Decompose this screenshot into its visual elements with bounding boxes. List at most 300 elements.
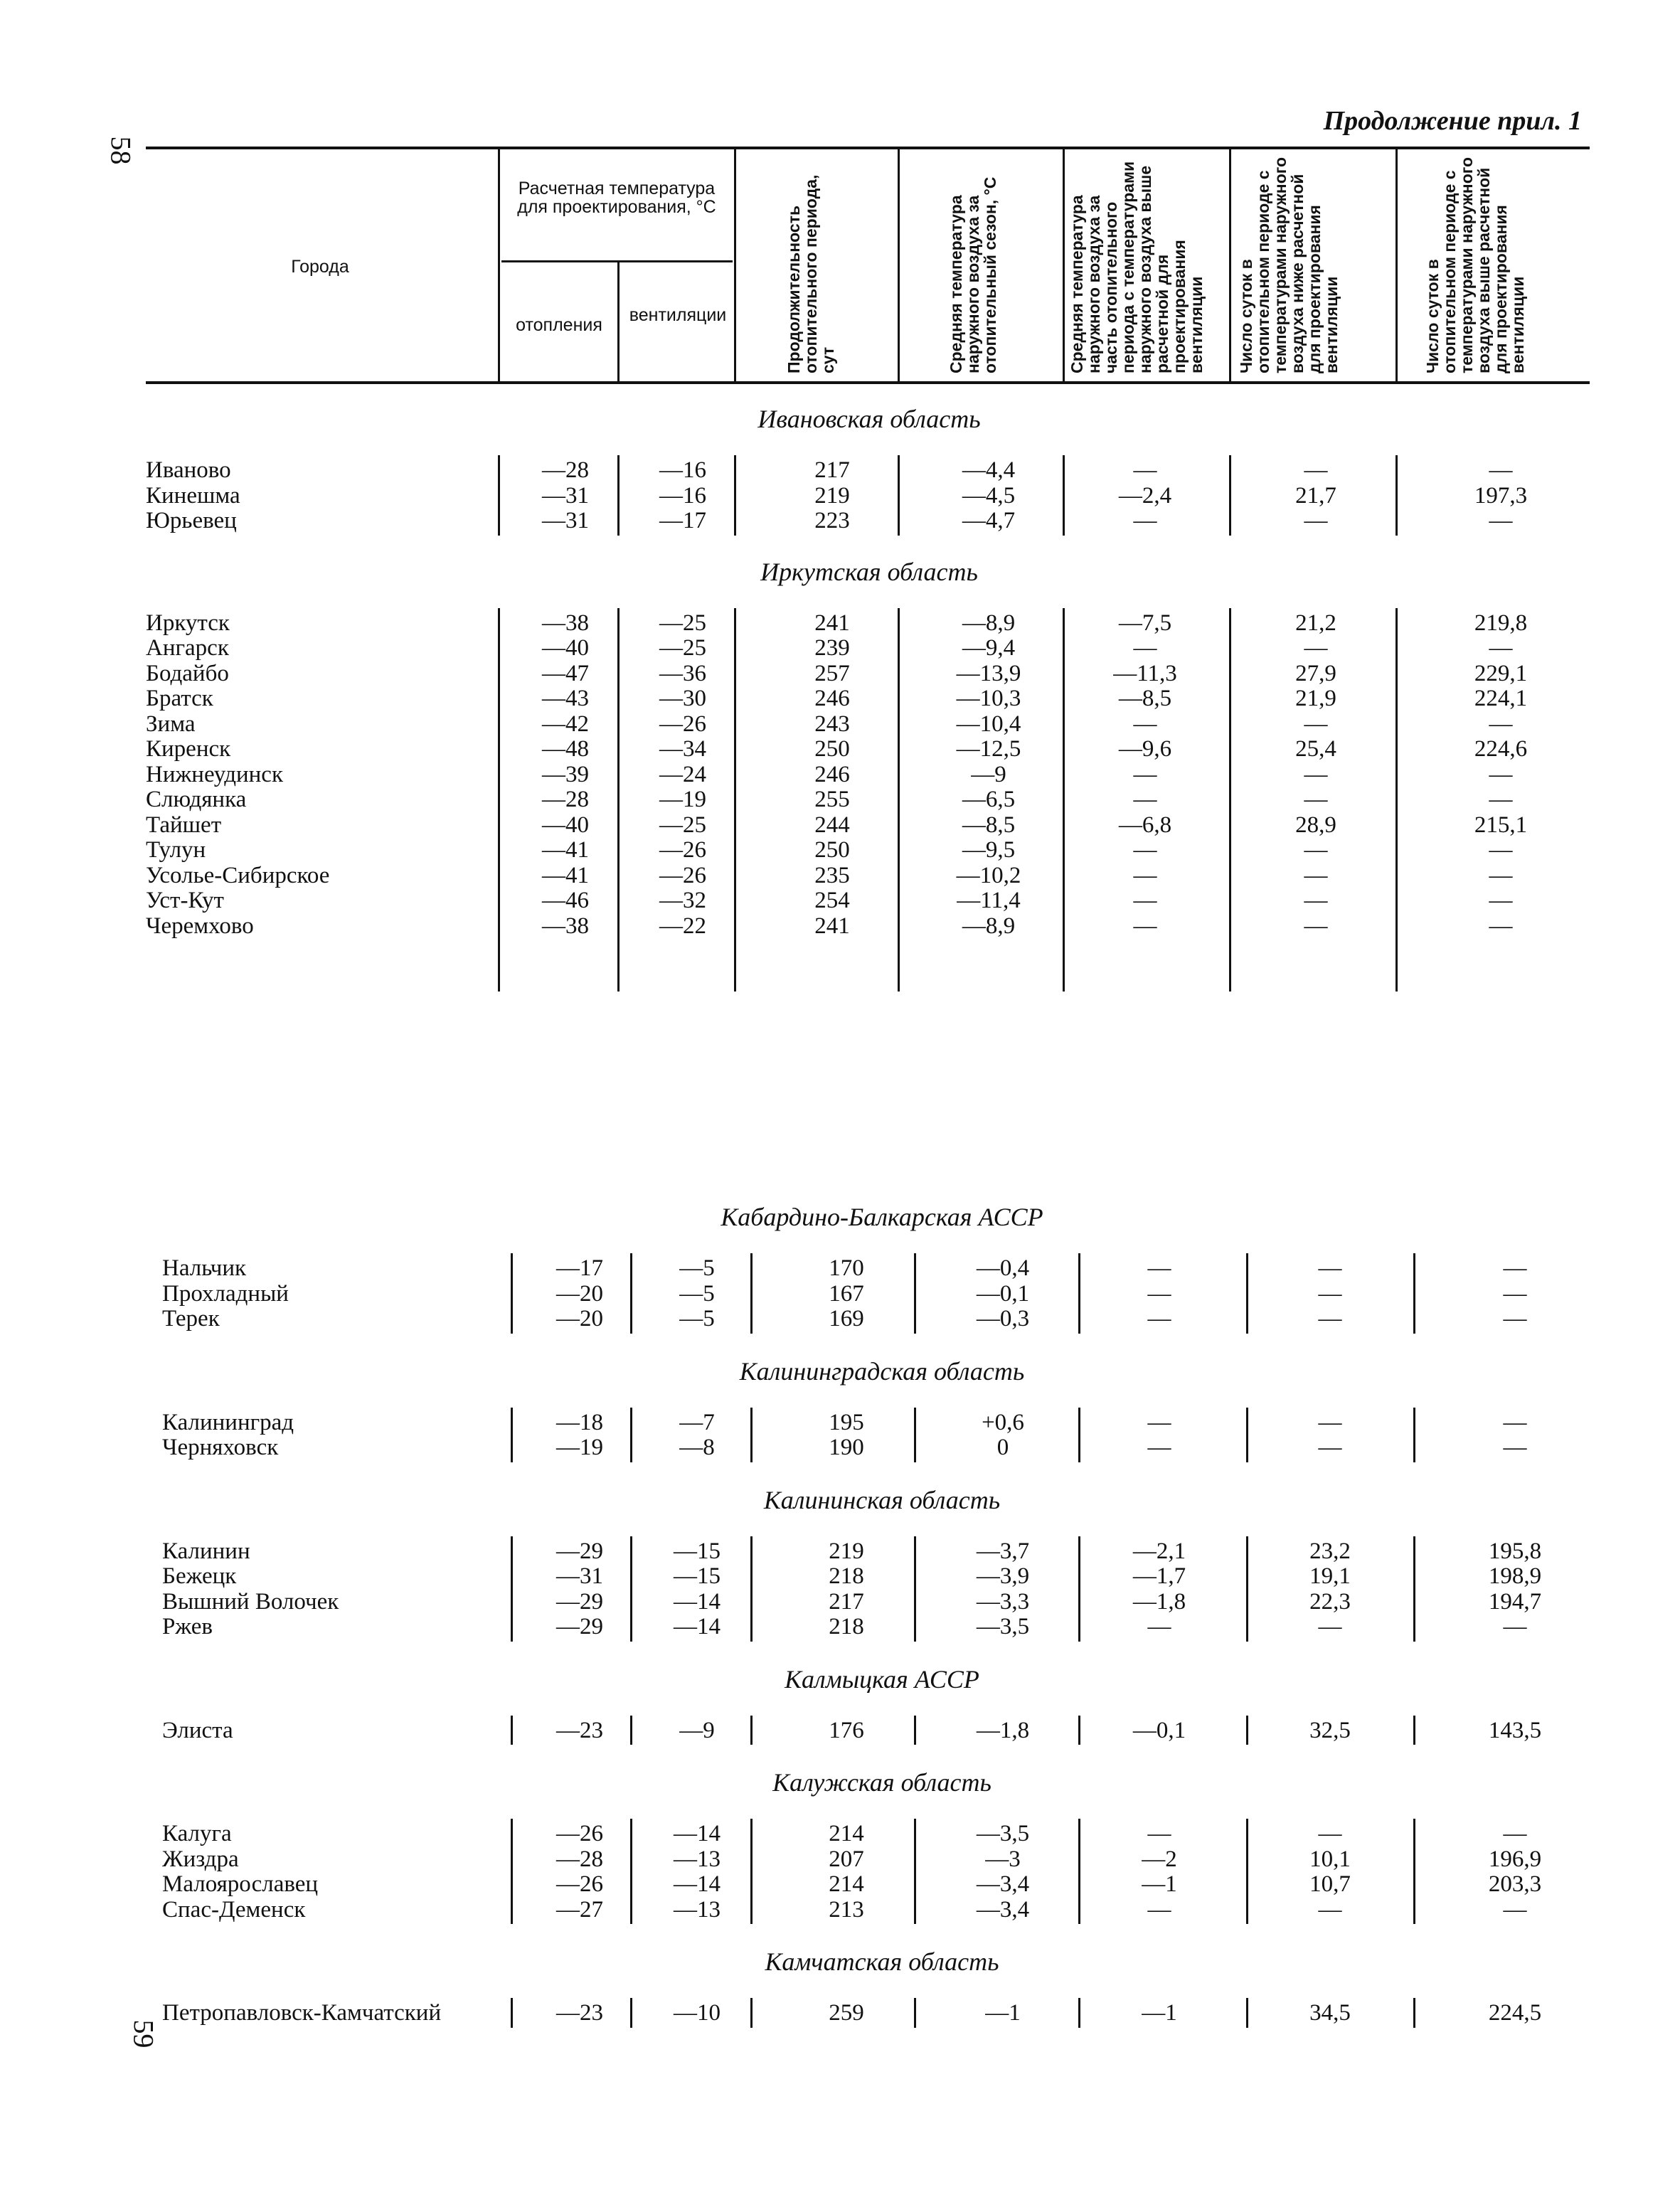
table-cell: —	[1489, 888, 1513, 913]
table-cell: 22,3	[1309, 1588, 1351, 1615]
table-cell: 246	[814, 761, 850, 787]
city-name: Черемхово	[146, 913, 254, 939]
table-cell: —4,5	[962, 482, 1016, 509]
table-cell: —40	[542, 635, 589, 661]
table-cell: —	[1304, 862, 1328, 888]
table-cell: —	[1503, 1280, 1527, 1307]
column-separator	[914, 1998, 916, 2028]
table-cell: —29	[556, 1614, 603, 1639]
table-cell: —25	[659, 812, 706, 838]
table-cell: —	[1133, 787, 1157, 812]
region-heading: Кабардино-Балкарская АССР	[721, 1203, 1043, 1231]
table-cell: —14	[674, 1588, 721, 1615]
table-cell: —	[1489, 837, 1513, 863]
table-cell: 198,9	[1488, 1563, 1542, 1589]
table-cell: —	[1503, 1255, 1527, 1281]
table-cell: 219,8	[1474, 610, 1528, 636]
table-cell: —16	[659, 457, 706, 483]
table-cell: —	[1318, 1435, 1342, 1460]
table-cell: —14	[674, 1871, 721, 1897]
table-cell: —48	[542, 736, 589, 762]
table-cell: 224,1	[1474, 686, 1528, 711]
table-cell: —	[1318, 1821, 1342, 1846]
region-heading: Калининская область	[763, 1485, 1001, 1514]
table-cell: —18	[556, 1409, 603, 1435]
table-cell: —41	[542, 837, 589, 863]
column-separator	[511, 1253, 513, 1334]
table-cell: —28	[542, 787, 589, 812]
table-cell: —	[1318, 1280, 1342, 1307]
city-name: Ангарск	[146, 635, 229, 661]
table-cell: —3,4	[976, 1871, 1030, 1897]
table-cell: 214	[829, 1821, 864, 1846]
column-separator	[734, 608, 736, 992]
table-cell: —	[1304, 837, 1328, 863]
table-cell: 223	[814, 508, 850, 533]
table-cell: —6,8	[1118, 812, 1172, 838]
city-name: Тулун	[146, 837, 206, 863]
city-name: Спас-Деменск	[162, 1896, 306, 1923]
table-cell: —47	[542, 660, 589, 686]
table-cell: 34,5	[1309, 2000, 1351, 2026]
table-cell: 0	[996, 1435, 1009, 1460]
column-separator	[898, 608, 900, 992]
table-cell: —8,5	[962, 812, 1016, 838]
table-cell: —32	[659, 888, 706, 913]
table-cell: —7	[679, 1409, 715, 1435]
column-separator	[1078, 1253, 1080, 1334]
header-divider	[1063, 149, 1065, 381]
city-name: Ржев	[162, 1614, 213, 1639]
table-cell: 10,1	[1309, 1846, 1351, 1872]
table-cell: —	[1318, 1306, 1342, 1331]
table-cell: —	[1489, 862, 1513, 888]
table-cell: —0,1	[1132, 1717, 1186, 1743]
column-separator	[734, 455, 736, 536]
table-cell: —	[1133, 635, 1157, 661]
table-cell: —29	[556, 1588, 603, 1615]
city-name: Иркутск	[146, 610, 230, 636]
city-name: Черняховск	[162, 1435, 279, 1460]
table-cell: —3,4	[976, 1896, 1030, 1923]
table-cell: 215,1	[1474, 812, 1528, 838]
column-separator	[1413, 1408, 1415, 1462]
table-cell: —31	[556, 1563, 603, 1589]
table-cell: —2	[1142, 1846, 1177, 1872]
table-cell: —39	[542, 761, 589, 787]
table-cell: 224,6	[1474, 736, 1528, 762]
column-separator	[1078, 1408, 1080, 1462]
table-cell: 21,2	[1295, 610, 1336, 636]
table-cell: —	[1133, 888, 1157, 913]
table-cell: —	[1489, 635, 1513, 661]
table-cell: —3,3	[976, 1588, 1030, 1615]
table-cell: 224,5	[1488, 2000, 1542, 2026]
column-separator	[1246, 1408, 1248, 1462]
header-divider	[1229, 149, 1231, 381]
table-cell: —	[1133, 862, 1157, 888]
table-cell: —8,9	[962, 913, 1016, 939]
table-cell: —8,5	[1118, 686, 1172, 711]
table-cell: —	[1503, 1821, 1527, 1846]
table-cell: —29	[556, 1538, 603, 1564]
column-separator	[898, 455, 900, 536]
table-cell: —10	[674, 2000, 721, 2026]
table-cell: —25	[659, 610, 706, 636]
header-cities: Города	[291, 257, 349, 277]
table-cell: 239	[814, 635, 850, 661]
city-name: Уст-Кут	[146, 888, 224, 913]
header-divider	[1395, 149, 1398, 381]
table-cell: —7,5	[1118, 610, 1172, 636]
table-cell: —1	[1142, 2000, 1177, 2026]
table-cell: —8	[679, 1435, 715, 1460]
table-cell: —	[1147, 1255, 1171, 1281]
table-cell: —11,3	[1113, 660, 1177, 686]
table-cell: —28	[556, 1846, 603, 1872]
city-name: Прохладный	[162, 1280, 289, 1307]
table-cell: —38	[542, 610, 589, 636]
table-cell: 28,9	[1295, 812, 1336, 838]
table-cell: 195	[829, 1409, 864, 1435]
column-separator	[1246, 1819, 1248, 1924]
city-name: Усолье-Сибирское	[146, 862, 330, 888]
column-separator	[1413, 1253, 1415, 1334]
table-cell: —11,4	[957, 888, 1021, 913]
table-cell: —46	[542, 888, 589, 913]
city-name: Калуга	[162, 1821, 232, 1846]
table-cell: —	[1147, 1614, 1171, 1639]
table-cell: 195,8	[1488, 1538, 1542, 1564]
column-separator	[630, 1408, 632, 1462]
table-cell: —	[1503, 1306, 1527, 1331]
column-separator	[1078, 1716, 1080, 1745]
table-cell: —	[1489, 457, 1513, 483]
column-separator	[914, 1716, 916, 1745]
city-name: Малоярославец	[162, 1871, 319, 1897]
column-separator	[750, 1253, 753, 1334]
table-cell: —38	[542, 913, 589, 939]
table-cell: 207	[829, 1846, 864, 1872]
table-cell: 250	[814, 837, 850, 863]
table-cell: —	[1133, 761, 1157, 787]
table-cell: —1	[985, 2000, 1021, 2026]
city-name: Киренск	[146, 736, 231, 762]
table-cell: —10,2	[956, 862, 1021, 888]
table-cell: —10,4	[956, 711, 1021, 737]
column-separator	[1063, 608, 1065, 992]
header-days-below: Число суток в отопительном периоде с температурами наружного воздуха ниже расчетной для проектирования вентиляции	[1237, 156, 1341, 373]
table-cell: 10,7	[1309, 1871, 1351, 1897]
city-name: Кинешма	[146, 482, 240, 509]
column-separator	[1413, 1536, 1415, 1642]
table-cell: 259	[829, 2000, 864, 2026]
table-cell: —0,4	[976, 1255, 1030, 1281]
table-cell: 27,9	[1295, 660, 1336, 686]
table-cell: —13	[674, 1846, 721, 1872]
column-separator	[511, 1408, 513, 1462]
table-cell: —	[1503, 1435, 1527, 1460]
column-separator	[630, 1253, 632, 1334]
table-cell: —	[1147, 1280, 1171, 1307]
column-separator	[1078, 1998, 1080, 2028]
table-cell: —17	[556, 1255, 603, 1281]
table-cell: 218	[829, 1563, 864, 1589]
table-cell: 32,5	[1309, 1717, 1351, 1743]
column-separator	[1229, 608, 1231, 992]
header-design-temp: Расчетная температура для проектирования, °С	[517, 179, 716, 217]
table-cell: 254	[814, 888, 850, 913]
column-separator	[617, 455, 620, 536]
table-cell: 214	[829, 1871, 864, 1897]
column-separator	[1413, 1998, 1415, 2028]
column-separator	[498, 455, 500, 536]
table-cell: —26	[556, 1871, 603, 1897]
table-cell: —	[1304, 508, 1328, 533]
table-cell: —22	[659, 913, 706, 939]
table-cell: —28	[542, 457, 589, 483]
column-separator	[914, 1408, 916, 1462]
table-cell: —23	[556, 2000, 603, 2026]
city-name: Братск	[146, 686, 213, 711]
region-heading: Камчатская область	[765, 1947, 999, 1976]
table-cell: —	[1133, 837, 1157, 863]
table-cell: 241	[814, 913, 850, 939]
table-cell: —	[1503, 1614, 1527, 1639]
city-name: Калинин	[162, 1538, 250, 1564]
header-divider	[734, 149, 736, 381]
table-cell: —	[1489, 761, 1513, 787]
column-separator	[1413, 1819, 1415, 1924]
table-cell: —17	[659, 508, 706, 533]
table-cell: —24	[659, 761, 706, 787]
table-cell: —	[1304, 711, 1328, 737]
column-separator	[511, 1536, 513, 1642]
table-cell: —5	[679, 1280, 715, 1307]
region-heading: Калининградская область	[739, 1356, 1025, 1386]
table-cell: —	[1147, 1435, 1171, 1460]
page-number-bottom: 59	[127, 2019, 160, 2048]
table-cell: —	[1318, 1896, 1342, 1923]
header-divider	[498, 149, 500, 381]
table-cell: —2,1	[1132, 1538, 1186, 1564]
column-separator	[511, 1819, 513, 1924]
table-cell: 218	[829, 1614, 864, 1639]
table-cell: —36	[659, 660, 706, 686]
table-cell: —31	[542, 508, 589, 533]
table-cell: —12,5	[956, 736, 1021, 762]
table-cell: —	[1304, 761, 1328, 787]
city-name: Терек	[162, 1306, 220, 1331]
table-cell: —43	[542, 686, 589, 711]
table-cell: 167	[829, 1280, 864, 1307]
table-cell: —13,9	[956, 660, 1021, 686]
table-cell: —19	[556, 1435, 603, 1460]
table-cell: 190	[829, 1435, 864, 1460]
table-cell: —8,9	[962, 610, 1016, 636]
table-cell: —6,5	[962, 787, 1016, 812]
city-name: Иваново	[146, 457, 231, 483]
table-cell: —4,7	[962, 508, 1016, 533]
table-cell: —	[1489, 508, 1513, 533]
table-cell: 19,1	[1309, 1563, 1351, 1589]
table-cell: —41	[542, 862, 589, 888]
table-cell: —	[1147, 1821, 1171, 1846]
table-cell: —3,5	[976, 1614, 1030, 1639]
header-ventilation: вентиляции	[629, 305, 727, 325]
table-cell: 217	[814, 457, 850, 483]
table-cell: —	[1489, 913, 1513, 939]
table-cell: —23	[556, 1717, 603, 1743]
table-cell: 243	[814, 711, 850, 737]
table-cell: —0,1	[976, 1280, 1030, 1307]
table-cell: —25	[659, 635, 706, 661]
table-cell: —9,6	[1118, 736, 1172, 762]
table-cell: —3,9	[976, 1563, 1030, 1589]
region-heading: Ивановская область	[757, 405, 981, 433]
table-cell: 176	[829, 1717, 864, 1743]
table-cell: 196,9	[1488, 1846, 1542, 1872]
city-name: Петропавловск-Камчатский	[162, 2000, 442, 2026]
table-cell: —19	[659, 787, 706, 812]
table-cell: —20	[556, 1306, 603, 1331]
table-cell: —	[1304, 635, 1328, 661]
table-cell: —30	[659, 686, 706, 711]
table-cell: —	[1304, 913, 1328, 939]
table-cell: 143,5	[1488, 1717, 1542, 1743]
table-cell: —	[1318, 1614, 1342, 1639]
column-separator	[630, 1819, 632, 1924]
table-cell: 219	[829, 1538, 864, 1564]
table-cell: —13	[674, 1896, 721, 1923]
column-separator	[1246, 1536, 1248, 1642]
column-separator	[750, 1998, 753, 2028]
column-separator	[1395, 608, 1398, 992]
table-cell: —4,4	[962, 457, 1016, 483]
table-cell: 197,3	[1474, 482, 1528, 509]
table-cell: —5	[679, 1255, 715, 1281]
column-separator	[1078, 1819, 1080, 1924]
table-cell: —40	[542, 812, 589, 838]
table-cell: —9,4	[962, 635, 1016, 661]
table-cell: —	[1318, 1255, 1342, 1281]
table-cell: —14	[674, 1821, 721, 1846]
header-duration: Продолжительность отопительного периода, сут	[785, 174, 837, 373]
city-name: Бодайбо	[146, 660, 229, 686]
table-cell: —	[1133, 508, 1157, 533]
table-cell: 25,4	[1295, 736, 1336, 762]
table-cell: —	[1133, 457, 1157, 483]
header-top-rule	[146, 147, 1590, 149]
column-separator	[617, 608, 620, 992]
column-separator	[750, 1408, 753, 1462]
table-cell: —	[1503, 1409, 1527, 1435]
table-cell: —	[1147, 1306, 1171, 1331]
table-cell: —	[1147, 1896, 1171, 1923]
column-separator	[630, 1716, 632, 1745]
column-separator	[1246, 1998, 1248, 2028]
table-cell: —9	[679, 1717, 715, 1743]
table-cell: —	[1133, 913, 1157, 939]
table-cell: —	[1304, 457, 1328, 483]
city-name: Юрьевец	[146, 508, 237, 533]
city-name: Элиста	[162, 1717, 233, 1743]
table-cell: —1	[1142, 1871, 1177, 1897]
table-cell: —26	[659, 837, 706, 863]
table-cell: 203,3	[1488, 1871, 1542, 1897]
table-cell: 255	[814, 787, 850, 812]
city-name: Нальчик	[162, 1255, 247, 1281]
table-cell: —26	[556, 1821, 603, 1846]
column-separator	[1246, 1716, 1248, 1745]
table-cell: 250	[814, 736, 850, 762]
table-cell: —1,8	[1132, 1588, 1186, 1615]
table-cell: —	[1304, 888, 1328, 913]
table-cell: 244	[814, 812, 850, 838]
column-separator	[1063, 455, 1065, 536]
column-separator	[750, 1716, 753, 1745]
region-heading: Калмыцкая АССР	[785, 1664, 979, 1694]
table-cell: 194,7	[1488, 1588, 1542, 1615]
table-cell: —10,3	[956, 686, 1021, 711]
column-separator	[630, 1536, 632, 1642]
continuation-title: Продолжение прил. 1	[1323, 106, 1582, 136]
column-separator	[498, 608, 500, 992]
table-cell: —27	[556, 1896, 603, 1923]
table-cell: 257	[814, 660, 850, 686]
column-separator	[1395, 455, 1398, 536]
table-cell: —1,7	[1132, 1563, 1186, 1589]
table-cell: 21,7	[1295, 482, 1336, 509]
header-avg-temp-part: Средняя температура наружного воздуха за часть отопительного периода с температурами наружного воздуха выше расчетной для проектирования вентиляции	[1068, 161, 1206, 373]
table-cell: —20	[556, 1280, 603, 1307]
table-cell: —3	[985, 1846, 1021, 1872]
table-cell: 235	[814, 862, 850, 888]
table-cell: —26	[659, 862, 706, 888]
table-cell: 170	[829, 1255, 864, 1281]
table-cell: —5	[679, 1306, 715, 1331]
table-cell: —15	[674, 1538, 721, 1564]
table-cell: —34	[659, 736, 706, 762]
table-cell: —16	[659, 482, 706, 509]
table-cell: 23,2	[1309, 1538, 1351, 1564]
column-separator	[630, 1998, 632, 2028]
table-cell: —	[1489, 711, 1513, 737]
city-name: Зима	[146, 711, 196, 737]
table-cell: —	[1133, 711, 1157, 737]
page-number-top: 58	[105, 136, 137, 165]
column-separator	[1246, 1253, 1248, 1334]
city-name: Жиздра	[162, 1846, 239, 1872]
city-name: Калининград	[162, 1409, 294, 1435]
region-heading: Калужская область	[772, 1768, 991, 1797]
city-name: Нижнеудинск	[146, 761, 283, 787]
column-separator	[1078, 1536, 1080, 1642]
table-cell: —0,3	[976, 1306, 1030, 1331]
table-cell: —	[1503, 1896, 1527, 1923]
table-cell: 21,9	[1295, 686, 1336, 711]
table-cell: —2,4	[1118, 482, 1172, 509]
table-cell: —	[1304, 787, 1328, 812]
table-cell: —	[1147, 1409, 1171, 1435]
city-name: Слюдянка	[146, 787, 247, 812]
column-separator	[914, 1536, 916, 1642]
table-cell: —15	[674, 1563, 721, 1589]
table-cell: —3,5	[976, 1821, 1030, 1846]
table-cell: —9	[971, 761, 1006, 787]
table-cell: —31	[542, 482, 589, 509]
table-cell: —9,5	[962, 837, 1016, 863]
